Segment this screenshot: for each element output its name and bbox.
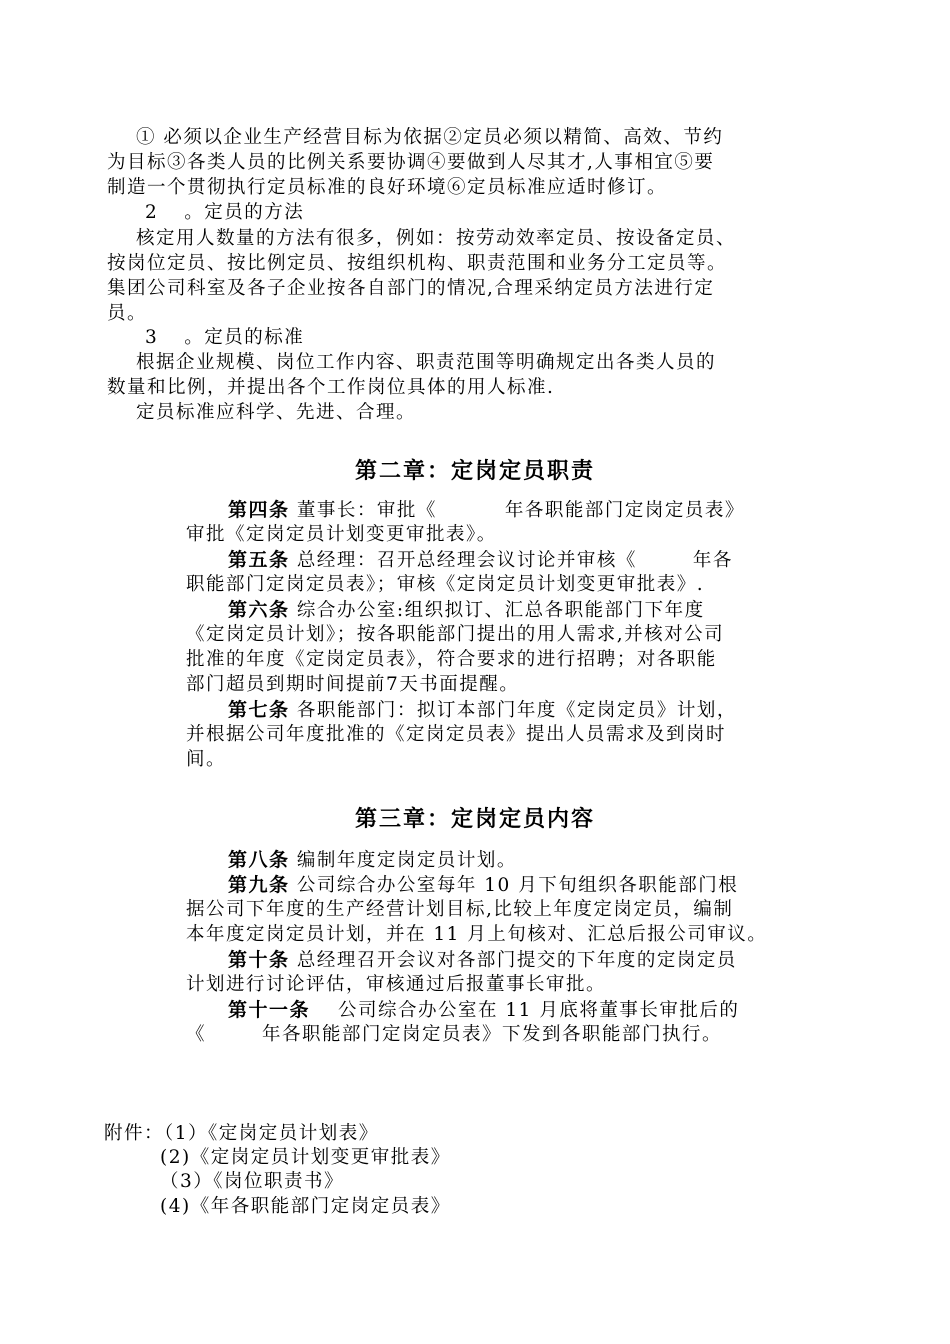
attachments-label: 附件：	[104, 1123, 165, 1144]
article-7-line-1: 第七条 各职能部门：拟订本部门年度《定岗定员》计划，	[228, 699, 737, 721]
standard-line-1: 根据企业规模、岗位工作内容、职责范围等明确规定出各类人员的	[136, 352, 717, 373]
article-11-label: 第十一条	[228, 999, 311, 1021]
article-5-label: 第五条	[228, 549, 290, 571]
method-heading	[145, 201, 304, 225]
method-line-3: 集团公司科室及各子企业按各自部门的情况,合理采纳定员方法进行定	[107, 278, 715, 299]
method-line-2: 按岗位定员、按比例定员、按组织机构、职责范围和业务分工定员等。	[107, 253, 728, 274]
standard-number: 3	[145, 327, 159, 348]
method-number: 2	[145, 202, 159, 223]
principles-line-1: ① 必须以企业生产经营目标为依据②定员必须以精简、高效、节约	[136, 127, 724, 148]
chapter2-title: 第二章：定岗定员职责	[354, 459, 595, 484]
article-9-line-2: 据公司下年度的生产经营计划目标,比较上年度定岗定员，编制	[186, 899, 734, 920]
article-4-line-1: 第四条 董事长：审批《 年各职能部门定岗定员表》	[228, 499, 745, 521]
standard-heading	[145, 326, 304, 350]
method-title: 。定员的方法	[184, 202, 305, 223]
article-5-line-1: 第五条 总经理：召开总经理会议讨论并审核《 年各	[228, 549, 733, 571]
method-line-4: 员。	[107, 303, 148, 324]
method-line-1: 核定用人数量的方法有很多，例如：按劳动效率定员、按设备定员、	[136, 228, 737, 249]
article-4-label: 第四条	[228, 499, 290, 521]
principles-line-3: 制造一个贯彻执行定员标准的良好环境⑥定员标准应适时修订。	[107, 177, 668, 198]
article-11-line-1: 第十一条 公司综合办公室在 11 月底将董事长审批后的	[228, 999, 740, 1021]
article-7-line-3: 间。	[186, 749, 227, 770]
article-8-label: 第八条	[228, 849, 290, 871]
article-8-line-1: 第八条 编制年度定岗定员计划。	[228, 849, 517, 871]
attachments-line-1	[104, 1122, 379, 1146]
principles-line-2: 为目标③各类人员的比例关系要协调④要做到人尽其才,人事相宜⑤要	[107, 152, 715, 173]
article-6-line-2: 《定岗定员计划》；按各职能部门提出的用人需求,并核对公司	[186, 624, 725, 645]
article-7-label: 第七条	[228, 699, 290, 721]
chapter3-title: 第三章：定岗定员内容	[354, 807, 595, 832]
article-5-line-2: 职能部门定岗定员表》；审核《定岗定员计划变更审批表》.	[186, 574, 705, 595]
article-11-line-2: 《 年各职能部门定岗定员表》下发到各职能部门执行。	[186, 1024, 723, 1045]
article-4-line-2: 审批《定岗定员计划变更审批表》。	[186, 524, 497, 545]
article-10-line-1: 第十条 总经理召开会议对各部门提交的下年度的定岗定员	[228, 949, 737, 971]
article-10-label: 第十条	[228, 949, 290, 971]
attachment-item: (2)《定岗定员计划变更审批表》	[160, 1147, 451, 1168]
article-9-label: 第九条	[228, 874, 290, 896]
article-9-line-3: 本年度定岗定员计划，并在 11 月上旬核对、汇总后报公司审议。	[186, 924, 768, 945]
standard-line-3: 定员标准应科学、先进、合理。	[136, 402, 417, 423]
attachment-item: (4)《年各职能部门定岗定员表》	[160, 1196, 451, 1217]
standard-line-2: 数量和比例，并提出各个工作岗位具体的用人标准.	[107, 377, 555, 398]
article-9-line-1: 第九条 公司综合办公室每年 10 月下旬组织各职能部门根	[228, 874, 739, 896]
article-6-line-1: 第六条 综合办公室:组织拟订、汇总各职能部门下年度	[228, 599, 705, 621]
article-6-line-3: 批准的年度《定岗定员表》，符合要求的进行招聘；对各职能	[186, 649, 717, 670]
article-7-line-2: 并根据公司年度批准的《定岗定员表》提出人员需求及到岗时	[186, 724, 727, 745]
article-6-label: 第六条	[228, 599, 290, 621]
attachment-item: （3）《岗位职责书》	[160, 1171, 345, 1192]
attachment-item: （1）《定岗定员计划表》	[164, 1123, 379, 1144]
article-6-line-4: 部门超员到期时间提前7天书面提醒。	[186, 674, 520, 695]
standard-title: 。定员的标准	[184, 327, 305, 348]
article-10-line-2: 计划进行讨论评估，审核通过后报董事长审批。	[186, 974, 607, 995]
